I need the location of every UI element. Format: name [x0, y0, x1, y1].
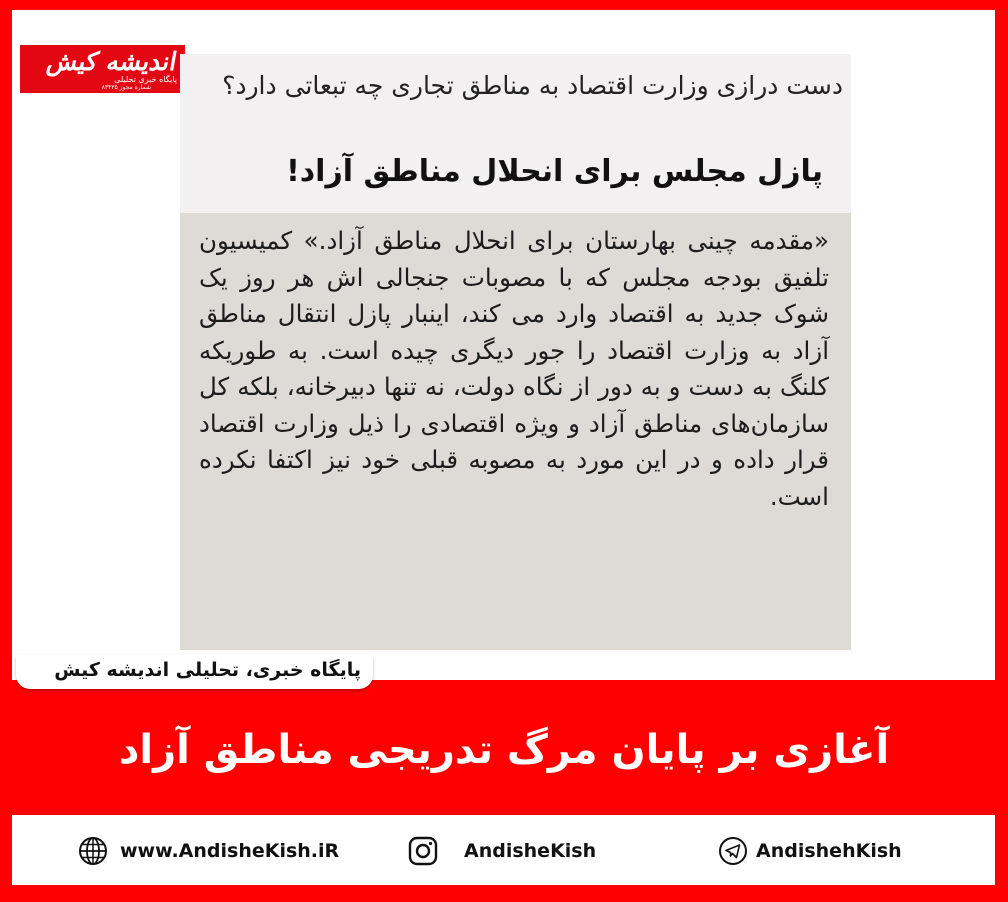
- clipping-body: [180, 213, 851, 650]
- logo-license: شماره مجوز ۸۳۴۳۵: [101, 84, 151, 91]
- newspaper-clipping: [180, 54, 851, 650]
- instagram-link[interactable]: [408, 835, 596, 867]
- instagram-icon: [408, 836, 438, 866]
- telegram-handle: AndishehKish: [756, 840, 902, 862]
- website-url: www.AndisheKish.iR: [120, 840, 340, 862]
- source-tag: [16, 655, 373, 689]
- article-body: «مقدمه چینی بهارستان برای انحلال مناطق آزاد.» کمیسیون تلفیق بودجه مجلس که با مصوبات جنجالی اش هر روز یک شوک جدید به اقتصاد وارد می کند، اینبار پازل انتقال مناطق آزاد به وزارت اقتصاد را جور دیگری چیده است. به طوریکه کلنگ به دست و به دور از نگاه دولت، نه تنها دبیرخانه، بلکه کل سازمان‌های مناطق آزاد و ویژه اقتصادی را ذیل وزارت اقتصاد قرار داده و در این مورد به مصوبه قبلی خود نیز اکتفا نکرده است.: [199, 226, 829, 511]
- telegram-icon: [718, 836, 748, 866]
- logo-subtitle: پایگاه خبری تحلیلی: [114, 75, 177, 84]
- source-tag-label: پایگاه خبری، تحلیلی اندیشه کیش: [54, 659, 361, 681]
- post-title: آغازی بر پایان مرگ تدریجی مناطق آزاد: [118, 727, 890, 773]
- article-kicker: دست درازی وزارت اقتصاد به مناطق تجاری چه تبعاتی دارد؟: [222, 71, 843, 100]
- globe-icon: [78, 836, 108, 866]
- logo-name: اندیشه کیش: [44, 47, 180, 76]
- instagram-handle: AndisheKish: [464, 840, 597, 862]
- brand-logo: [20, 45, 185, 93]
- clipping-header: [180, 54, 851, 213]
- telegram-link[interactable]: [718, 835, 902, 867]
- social-bar: [12, 815, 995, 885]
- website-link[interactable]: [78, 835, 339, 867]
- article-headline: پازل مجلس برای انحلال مناطق آزاد!: [286, 154, 823, 189]
